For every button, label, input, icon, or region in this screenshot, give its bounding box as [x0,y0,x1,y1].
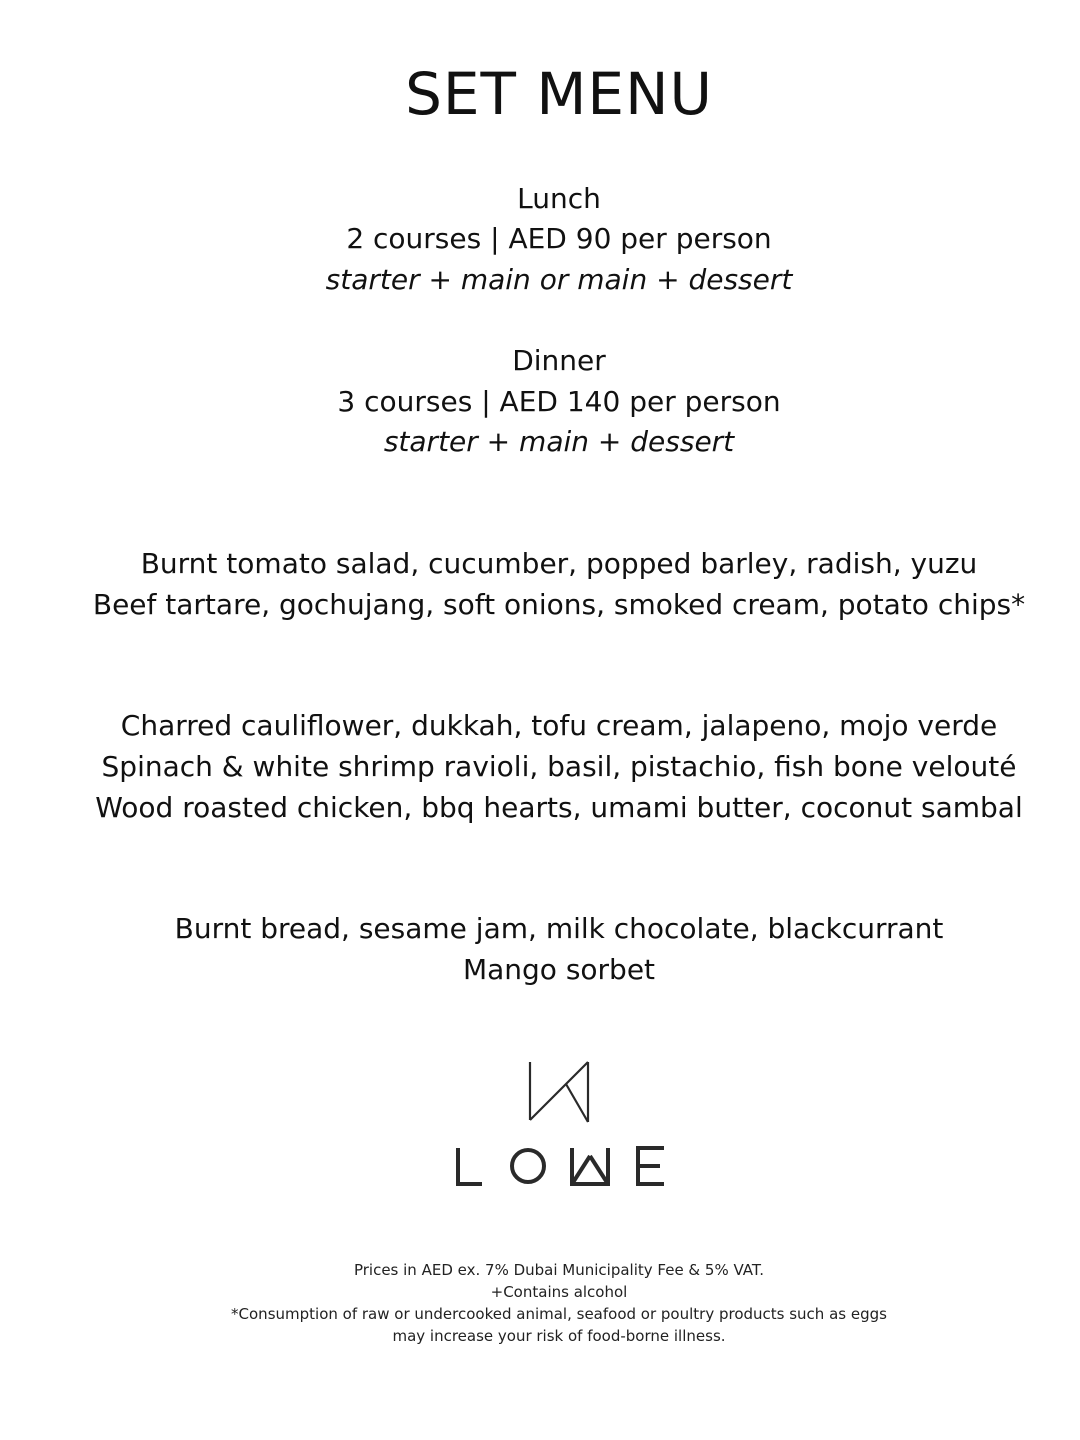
dinner-price: 3 courses | AED 140 per person [337,385,781,418]
dinner-description: starter + main + dessert [383,425,735,458]
main-item: Wood roasted chicken, bbq hearts, umami butter, coconut sambal [95,791,1023,824]
main-item: Spinach & white shrimp ravioli, basil, pistachio, fish bone velouté [101,750,1017,783]
main-item: Charred cauliflower, dukkah, tofu cream, jalapeno, mojo verde [120,709,998,742]
dessert-item: Burnt bread, sesame jam, milk chocolate, blackcurrant [174,912,944,945]
logo-mark-icon [526,1060,594,1128]
starter-item: Beef tartare, gochujang, soft onions, smoked cream, potato chips* [92,588,1026,621]
lunch-price: 2 courses | AED 90 per person [346,222,772,255]
lunch-heading: Lunch [517,182,601,215]
lowe-logo [440,1056,680,1196]
starter-item: Burnt tomato salad, cucumber, popped barley, radish, yuzu [140,547,978,580]
lunch-description: starter + main or main + dessert [325,263,793,296]
footer-note: Prices in AED ex. 7% Dubai Municipality Fee & 5% VAT. [353,1261,765,1279]
logo-wordmark [440,1138,680,1188]
dessert-item: Mango sorbet [462,953,656,986]
dinner-heading: Dinner [512,344,606,377]
footer-note: +Contains alcohol [490,1283,628,1301]
page-title: SET MENU [405,60,713,128]
footer-note: *Consumption of raw or undercooked animal, seafood or poultry products such as eggs [231,1305,887,1323]
footer-note: may increase your risk of food-borne illness. [392,1327,726,1345]
